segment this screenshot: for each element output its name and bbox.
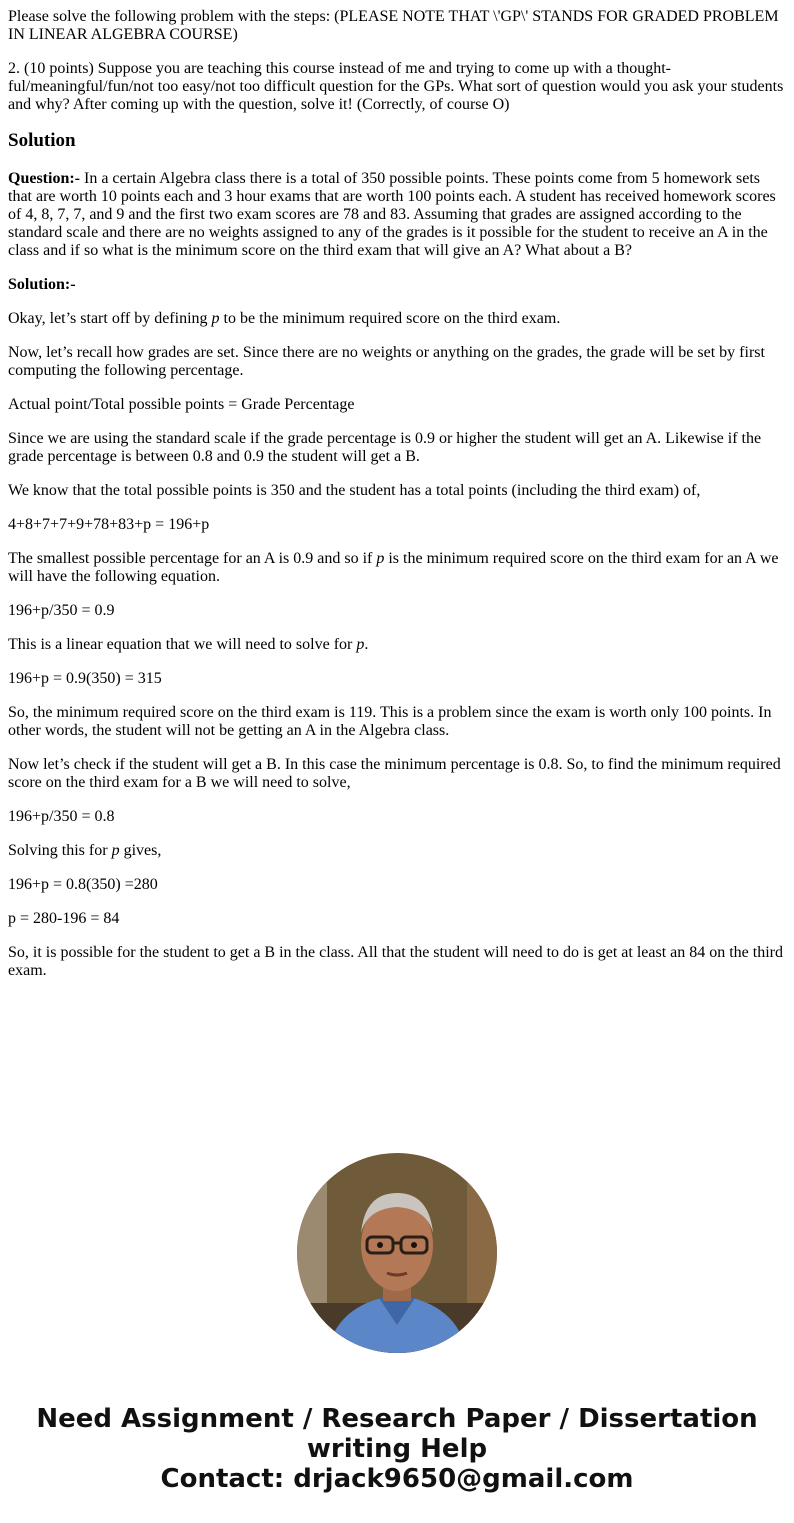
step-text: .	[364, 636, 369, 653]
equation-b: 196+p/350 = 0.8	[8, 808, 115, 825]
promo-banner	[0, 1404, 794, 1494]
step-text: Solving this for	[8, 842, 112, 859]
equation-b-solved: 196+p = 0.8(350) =280	[8, 876, 158, 893]
step-grade-setting: Now, let’s recall how grades are set. Since there are no weights or anything on the grades, the grade will be set by first computing the following percentage.	[8, 344, 765, 379]
solution-label: Solution:-	[8, 276, 76, 293]
solution-label-paragraph	[8, 276, 786, 294]
step-define-p	[8, 310, 786, 328]
question-paragraph	[8, 170, 786, 260]
avatar-portrait-image	[297, 1153, 497, 1353]
intro-text: Please solve the following problem with the steps: (PLEASE NOTE THAT \'GP\' STANDS FOR GRADED PROBLEM IN LINEAR ALGEBRA COURSE)	[8, 8, 779, 43]
author-avatar	[297, 1153, 497, 1353]
equation-sum: 4+8+7+7+9+78+83+p = 196+p	[8, 516, 210, 533]
banner-contact: Contact: drjack9650@gmail.com	[160, 1464, 634, 1494]
step-text: The smallest possible percentage for an A is 0.9 and so if	[8, 550, 377, 567]
problem-statement: 2. (10 points) Suppose you are teaching this course instead of me and trying to come up with a thought-ful/meaningful/fun/not too easy/not too difficult question for the GPs. What sort of question would you ask your students and why? After coming up with the question, solve it! (Correctly, of course O)	[8, 60, 784, 113]
banner-line-1: Need Assignment / Research Paper / Dissertation	[36, 1404, 758, 1434]
step-b-check: Now let’s check if the student will get a B. In this case the minimum percentage is 0.8. So, to find the minimum required score on the third exam for a B we will need to solve,	[8, 756, 781, 791]
equation-a-solved: 196+p = 0.9(350) = 315	[8, 670, 162, 687]
question-text: In a certain Algebra class there is a total of 350 possible points. These points come from 5 homework sets that are worth 10 points each and 3 hour exams that are worth 100 points each. A student has received homework scores of 4, 8, 7, 7, and 9 and the first two exam scores are 78 and 83. Assuming that grades are assigned according to the standard scale and there are no weights assigned to any of the grades is it possible for the student to receive an A in the class and if so what is the minimum score on the third exam that will give an A? What about a B?	[8, 170, 776, 259]
step-text: to be the minimum required score on the third exam.	[219, 310, 561, 327]
step-total-points: We know that the total possible points is 350 and the student has a total points (including the third exam) of,	[8, 482, 701, 499]
variable-p: p	[111, 842, 120, 859]
question-label: Question:-	[8, 170, 80, 187]
equation-a: 196+p/350 = 0.9	[8, 602, 115, 619]
step-text: Okay, let’s start off by defining	[8, 310, 212, 327]
variable-p: p	[356, 636, 365, 653]
step-a-equation-intro	[8, 550, 786, 586]
step-b-conclusion: So, it is possible for the student to get a B in the class. All that the student will need to do is get at least an 84 on the third exam.	[8, 944, 783, 979]
step-percentage-formula: Actual point/Total possible points = Grade Percentage	[8, 396, 355, 413]
step-standard-scale: Since we are using the standard scale if the grade percentage is 0.9 or higher the student will get an A. Likewise if the grade percentage is between 0.8 and 0.9 the student will get a B.	[8, 430, 762, 465]
solution-heading: Solution	[8, 130, 76, 151]
step-a-conclusion: So, the minimum required score on the third exam is 119. This is a problem since the exam is worth only 100 points. In other words, the student will not be getting an A in the Algebra class.	[8, 704, 772, 739]
variable-p: p	[211, 310, 220, 327]
step-linear-equation	[8, 636, 786, 654]
step-text: is the minimum required score on the third exam for an A we will have the following equation.	[8, 550, 779, 585]
banner-line-2: writing Help	[306, 1434, 488, 1464]
step-text: gives,	[119, 842, 162, 859]
variable-p: p	[376, 550, 385, 567]
equation-p-result: p = 280-196 = 84	[8, 910, 120, 927]
step-solving-b	[8, 842, 786, 860]
step-text: This is a linear equation that we will need to solve for	[8, 636, 357, 653]
